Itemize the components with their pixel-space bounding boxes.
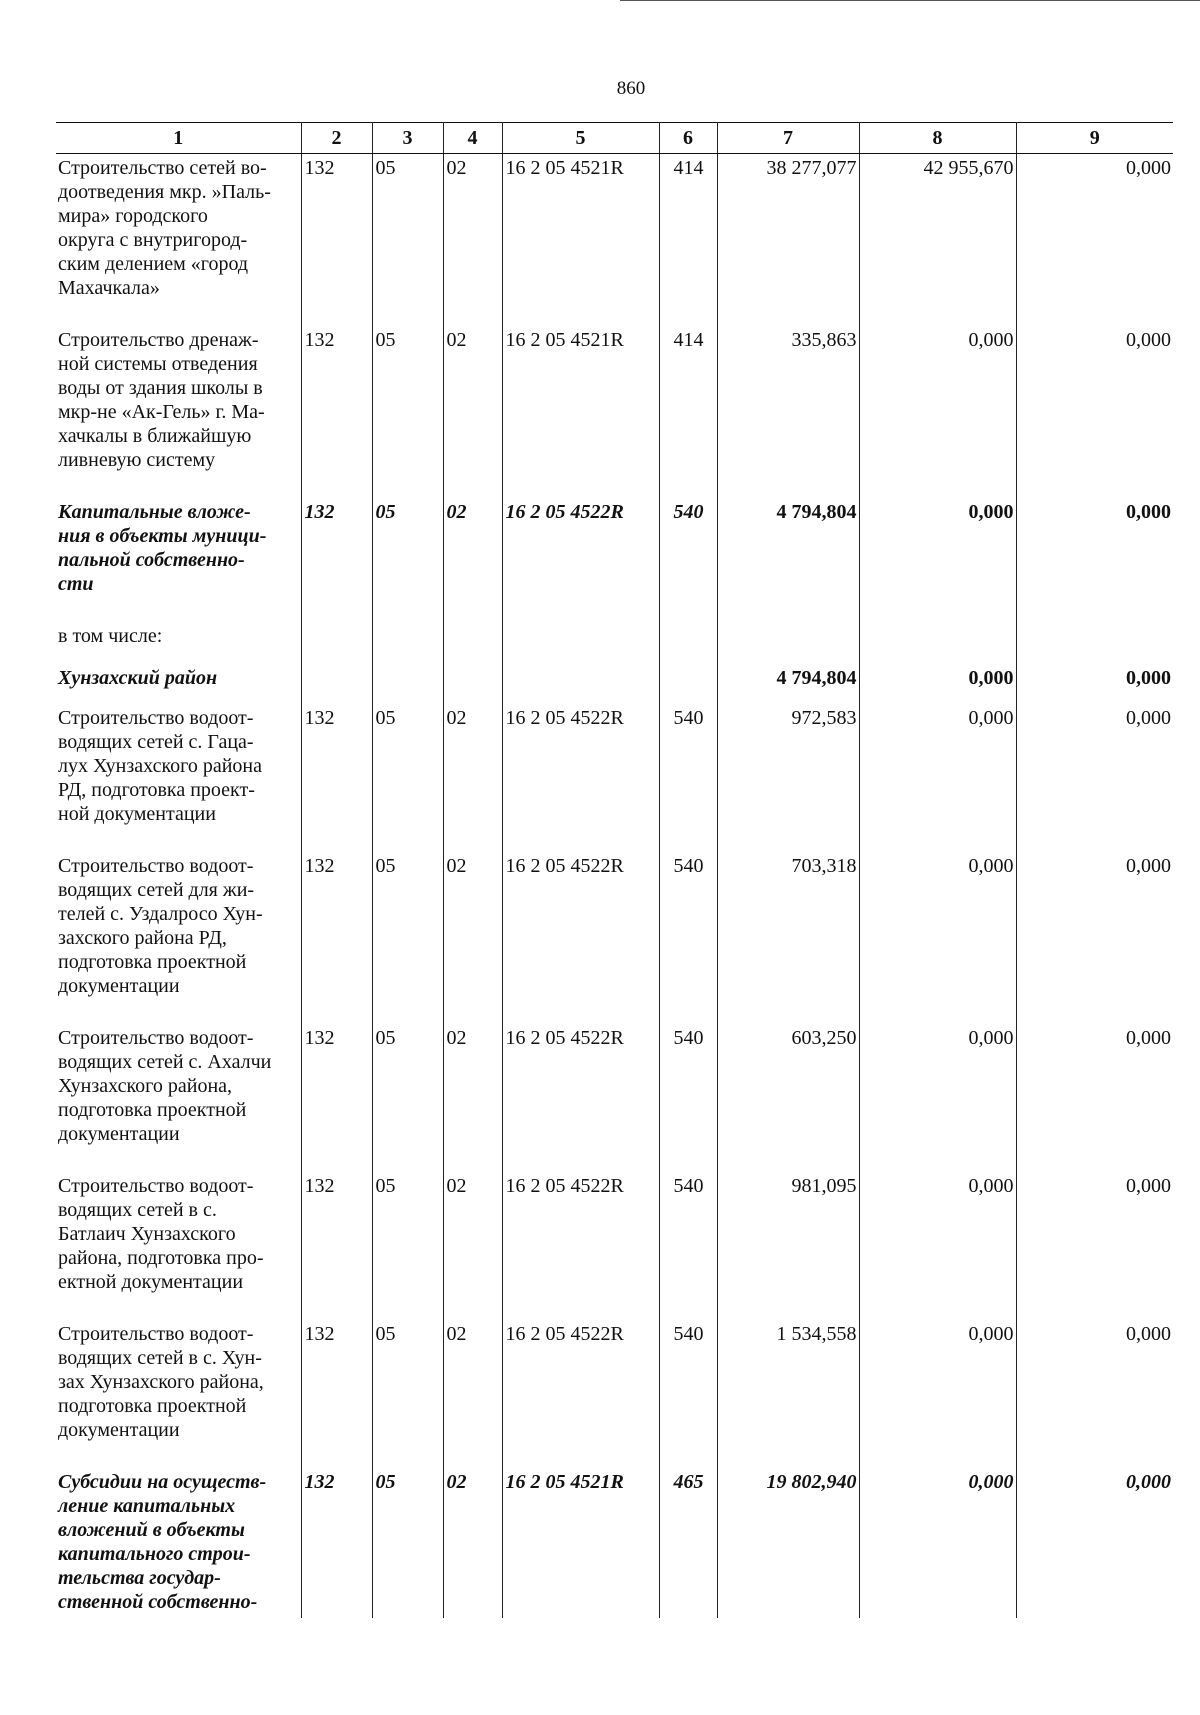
column-header: 4 [443, 123, 502, 154]
amount-cell: 0,000 [1016, 154, 1173, 327]
table-row [56, 852, 1173, 1024]
table-row [56, 664, 1173, 704]
table-row [56, 1468, 1173, 1618]
amount-cell [859, 622, 1016, 664]
amount-cell: 0,000 [859, 704, 1016, 852]
amount-cell: 603,250 [717, 1024, 859, 1172]
amount-cell: 19 802,940 [717, 1468, 859, 1618]
column-header: 1 [56, 123, 301, 154]
item-name-cell: Хунзахский район [56, 664, 301, 704]
item-name-cell: Строительство водоот- водящих сетей в с. Батлаич Хунзахского района, подготовка про- ектной документации [56, 1172, 301, 1320]
amount-cell: 0,000 [859, 852, 1016, 1024]
expense-type-cell: 540 [659, 1172, 717, 1320]
amount-cell: 38 277,077 [717, 154, 859, 327]
subsection-code-cell [443, 622, 502, 664]
section-code-cell [372, 664, 443, 704]
amount-cell: 981,095 [717, 1172, 859, 1320]
ministry-code-cell: 132 [301, 704, 372, 852]
amount-cell: 0,000 [859, 1024, 1016, 1172]
amount-cell: 0,000 [1016, 326, 1173, 498]
subsection-code-cell: 02 [443, 154, 502, 327]
item-name-cell: Строительство водоот- водящих сетей в с. Хун- зах Хунзахского района, подготовка проектной документации [56, 1320, 301, 1468]
ministry-code-cell: 132 [301, 1468, 372, 1618]
subsection-code-cell: 02 [443, 1172, 502, 1320]
amount-cell: 703,318 [717, 852, 859, 1024]
table-row [56, 498, 1173, 622]
table-header-row [56, 123, 1173, 154]
expense-type-cell: 414 [659, 154, 717, 327]
column-header: 7 [717, 123, 859, 154]
table-row [56, 1024, 1173, 1172]
target-article-cell [502, 664, 659, 704]
amount-cell: 0,000 [1016, 704, 1173, 852]
expense-type-cell: 414 [659, 326, 717, 498]
amount-cell: 0,000 [859, 326, 1016, 498]
ministry-code-cell: 132 [301, 1320, 372, 1468]
subsection-code-cell: 02 [443, 498, 502, 622]
amount-cell: 0,000 [1016, 1320, 1173, 1468]
amount-cell: 0,000 [859, 664, 1016, 704]
amount-cell: 0,000 [1016, 498, 1173, 622]
item-name-cell: в том числе: [56, 622, 301, 664]
amount-cell: 0,000 [1016, 1024, 1173, 1172]
ministry-code-cell [301, 622, 372, 664]
expense-type-cell: 540 [659, 498, 717, 622]
target-article-cell: 16 2 05 4522R [502, 1024, 659, 1172]
ministry-code-cell [301, 664, 372, 704]
expense-type-cell: 540 [659, 1024, 717, 1172]
amount-cell: 4 794,804 [717, 664, 859, 704]
section-code-cell: 05 [372, 154, 443, 327]
subsection-code-cell: 02 [443, 1320, 502, 1468]
expense-type-cell: 540 [659, 704, 717, 852]
amount-cell: 0,000 [1016, 1468, 1173, 1618]
table-row [56, 1320, 1173, 1468]
subsection-code-cell: 02 [443, 852, 502, 1024]
amount-cell: 0,000 [859, 1320, 1016, 1468]
section-code-cell [372, 622, 443, 664]
item-name-cell: Субсидии на осуществ- ление капитальных вложений в объекты капитального строи- тельства государ- ственной собственно- [56, 1468, 301, 1618]
item-name-cell: Строительство дренаж- ной системы отведения воды от здания школы в мкр-не «Ак-Гель» г. Ма- хачкалы в ближайшую ливневую систему [56, 326, 301, 498]
amount-cell: 4 794,804 [717, 498, 859, 622]
ministry-code-cell: 132 [301, 1172, 372, 1320]
subsection-code-cell: 02 [443, 1468, 502, 1618]
table-row [56, 622, 1173, 664]
column-header: 9 [1016, 123, 1173, 154]
section-code-cell: 05 [372, 852, 443, 1024]
column-header: 2 [301, 123, 372, 154]
item-name-cell: Строительство сетей во- доотведения мкр. »Паль- мира» городского округа с внутригород- ским делением «город Махачкала» [56, 154, 301, 327]
ministry-code-cell: 132 [301, 498, 372, 622]
target-article-cell: 16 2 05 4521R [502, 1468, 659, 1618]
page-number: 860 [616, 78, 646, 99]
amount-cell: 0,000 [1016, 664, 1173, 704]
section-code-cell: 05 [372, 498, 443, 622]
amount-cell: 0,000 [1016, 1172, 1173, 1320]
amount-cell: 0,000 [859, 498, 1016, 622]
expense-type-cell [659, 622, 717, 664]
section-code-cell: 05 [372, 1320, 443, 1468]
item-name-cell: Строительство водоот- водящих сетей для жи- телей с. Уздалросо Хун- захского района РД, подготовка проектной документации [56, 852, 301, 1024]
expense-type-cell: 540 [659, 1320, 717, 1468]
ministry-code-cell: 132 [301, 852, 372, 1024]
amount-cell: 0,000 [1016, 852, 1173, 1024]
target-article-cell [502, 622, 659, 664]
target-article-cell: 16 2 05 4522R [502, 1320, 659, 1468]
amount-cell [717, 622, 859, 664]
amount-cell [1016, 622, 1173, 664]
subsection-code-cell: 02 [443, 704, 502, 852]
table-row [56, 1172, 1173, 1320]
table-row [56, 326, 1173, 498]
subsection-code-cell: 02 [443, 1024, 502, 1172]
target-article-cell: 16 2 05 4522R [502, 498, 659, 622]
amount-cell: 335,863 [717, 326, 859, 498]
expense-type-cell: 465 [659, 1468, 717, 1618]
ministry-code-cell: 132 [301, 154, 372, 327]
subsection-code-cell [443, 664, 502, 704]
ministry-code-cell: 132 [301, 326, 372, 498]
section-code-cell: 05 [372, 1024, 443, 1172]
ministry-code-cell: 132 [301, 1024, 372, 1172]
table-row [56, 704, 1173, 852]
amount-cell: 972,583 [717, 704, 859, 852]
expense-type-cell [659, 664, 717, 704]
column-header: 5 [502, 123, 659, 154]
column-header: 6 [659, 123, 717, 154]
budget-table [56, 122, 1173, 1618]
target-article-cell: 16 2 05 4522R [502, 852, 659, 1024]
column-header: 8 [859, 123, 1016, 154]
expense-type-cell: 540 [659, 852, 717, 1024]
target-article-cell: 16 2 05 4522R [502, 704, 659, 852]
section-code-cell: 05 [372, 1172, 443, 1320]
amount-cell: 0,000 [859, 1468, 1016, 1618]
item-name-cell: Строительство водоот- водящих сетей с. Ахалчи Хунзахского района, подготовка проектной документации [56, 1024, 301, 1172]
section-code-cell: 05 [372, 704, 443, 852]
table-row [56, 154, 1173, 327]
amount-cell: 42 955,670 [859, 154, 1016, 327]
section-code-cell: 05 [372, 326, 443, 498]
target-article-cell: 16 2 05 4522R [502, 1172, 659, 1320]
section-code-cell: 05 [372, 1468, 443, 1618]
target-article-cell: 16 2 05 4521R [502, 154, 659, 327]
top-rule [620, 0, 1200, 1]
column-header: 3 [372, 123, 443, 154]
item-name-cell: Капитальные вложе- ния в объекты муници- пальной собственно- сти [56, 498, 301, 622]
item-name-cell: Строительство водоот- водящих сетей с. Гаца- лух Хунзахского района РД, подготовка проект- ной документации [56, 704, 301, 852]
amount-cell: 0,000 [859, 1172, 1016, 1320]
amount-cell: 1 534,558 [717, 1320, 859, 1468]
target-article-cell: 16 2 05 4521R [502, 326, 659, 498]
subsection-code-cell: 02 [443, 326, 502, 498]
